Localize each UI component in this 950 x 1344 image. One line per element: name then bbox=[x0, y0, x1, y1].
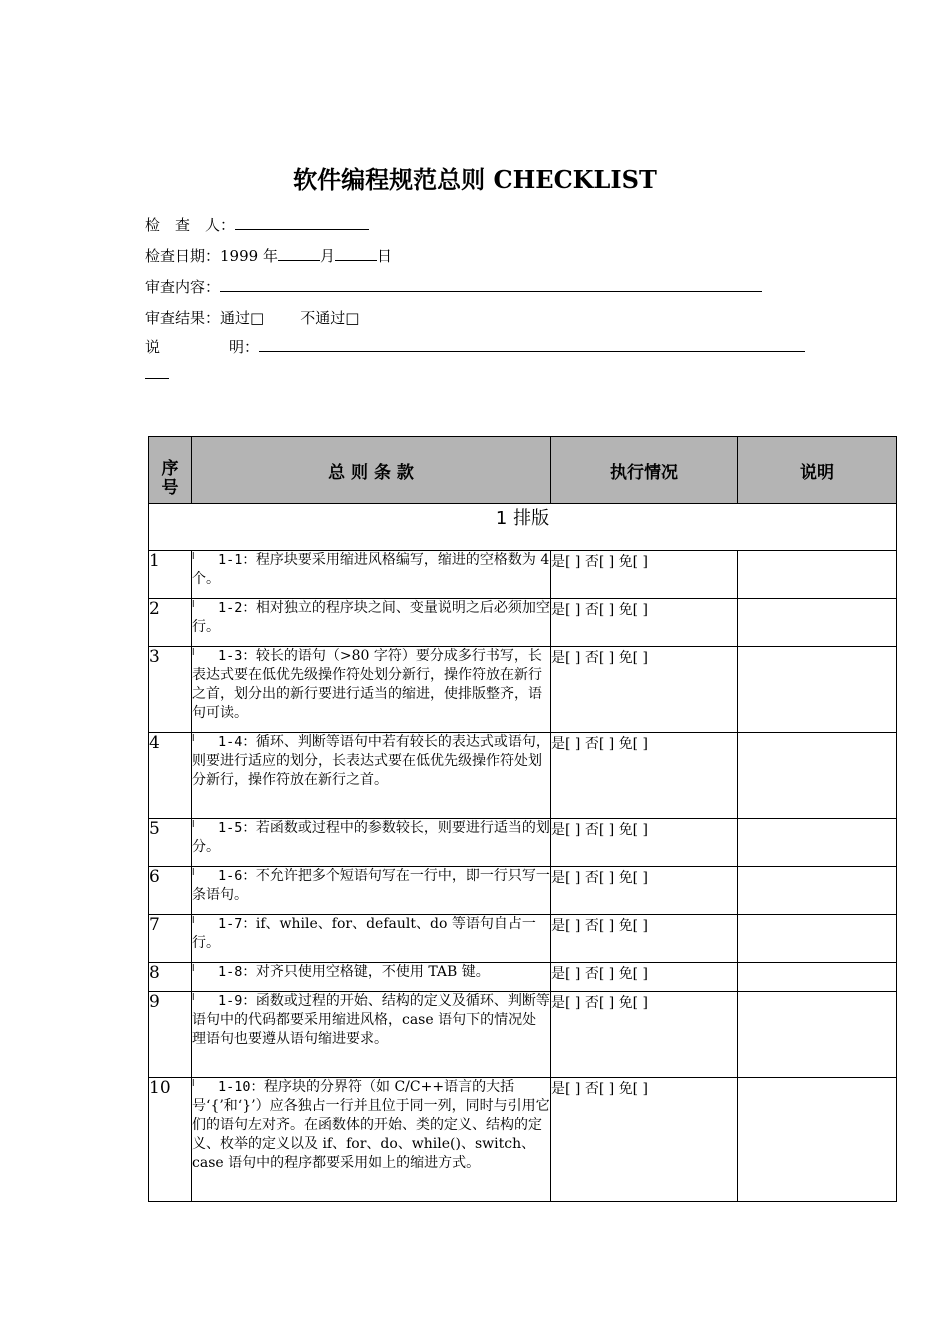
note-cell[interactable] bbox=[738, 992, 897, 1078]
table-row bbox=[149, 647, 897, 733]
rule-text: 函数或过程的开始、结构的定义及循环、判断等语句中的代码都要采用缩进风格，case 语句下的情况处理语句也要遵从语句缩进要求。 bbox=[192, 993, 550, 1047]
table-row bbox=[149, 915, 897, 963]
rule-id: 1-10： bbox=[218, 1079, 265, 1095]
execution-status[interactable]: 是[ ] 否[ ] 免[ ] bbox=[551, 1078, 738, 1202]
note-cell[interactable] bbox=[738, 551, 897, 599]
note-cell[interactable] bbox=[738, 819, 897, 867]
table-row bbox=[149, 867, 897, 915]
rule-text: 若函数或过程中的参数较长，则要进行适当的划分。 bbox=[192, 820, 550, 855]
note-blank[interactable] bbox=[259, 339, 805, 352]
inspector-label: 检 查 人： bbox=[145, 216, 236, 234]
table-row bbox=[149, 963, 897, 992]
rule-cell bbox=[192, 1078, 551, 1202]
rule-id: 1-7： bbox=[218, 916, 256, 932]
rule-cell bbox=[192, 819, 551, 867]
content-label: 审查内容： bbox=[145, 278, 221, 296]
rule-id: 1-1： bbox=[218, 552, 256, 568]
bullet-icon: l bbox=[192, 964, 195, 974]
date-month: 月 bbox=[319, 247, 335, 265]
result-label: 审查结果： bbox=[145, 309, 221, 327]
rule-text: 不允许把多个短语句写在一行中，即一行只写一条语句。 bbox=[192, 868, 550, 903]
table-row bbox=[149, 819, 897, 867]
header-note: 说明 bbox=[738, 437, 897, 504]
bullet-icon: l bbox=[192, 820, 195, 830]
row-number: 3 bbox=[149, 647, 192, 733]
rule-id: 1-3： bbox=[218, 648, 256, 664]
result-pass[interactable]: 通过□ bbox=[220, 309, 265, 327]
execution-status[interactable]: 是[ ] 否[ ] 免[ ] bbox=[551, 963, 738, 992]
execution-status[interactable]: 是[ ] 否[ ] 免[ ] bbox=[551, 819, 738, 867]
table-row bbox=[149, 599, 897, 647]
execution-status[interactable]: 是[ ] 否[ ] 免[ ] bbox=[551, 915, 738, 963]
date-day: 日 bbox=[376, 247, 392, 265]
row-number: 7 bbox=[149, 915, 192, 963]
note-cell[interactable] bbox=[738, 647, 897, 733]
section-title: 1 排版 bbox=[149, 504, 897, 551]
rule-text: 循环、判断等语句中若有较长的表达式或语句，则要进行适应的划分，长表达式要在低优先级操作符处划分新行，操作符放在新行之首。 bbox=[192, 734, 550, 788]
note-cell[interactable] bbox=[738, 1078, 897, 1202]
inspector-line bbox=[145, 214, 369, 235]
note-cell[interactable] bbox=[738, 867, 897, 915]
note-cell[interactable] bbox=[738, 733, 897, 819]
table-row bbox=[149, 551, 897, 599]
rule-cell bbox=[192, 551, 551, 599]
content-line bbox=[145, 276, 762, 297]
execution-status[interactable]: 是[ ] 否[ ] 免[ ] bbox=[551, 599, 738, 647]
rule-text: 程序块的分界符（如 C/C++语言的大括号‘{’和‘}’）应各独占一行并且位于同一列，同时与引用它们的语句左对齐。在函数体的开始、类的定义、结构的定义、枚举的定义以及 if、for、do、while()、switch、case 语句中的程序都要采用如上的缩进方式。 bbox=[192, 1079, 550, 1171]
rule-cell bbox=[192, 963, 551, 992]
rule-id: 1-5： bbox=[218, 820, 256, 836]
rule-id: 1-2： bbox=[218, 600, 256, 616]
rule-text: 相对独立的程序块之间、变量说明之后必须加空行。 bbox=[192, 600, 550, 635]
row-number: 5 bbox=[149, 819, 192, 867]
note-blank-continued bbox=[145, 378, 169, 379]
document-title: 软件编程规范总则 CHECKLIST bbox=[293, 165, 657, 194]
row-number: 8 bbox=[149, 963, 192, 992]
result-line bbox=[145, 307, 359, 328]
rule-cell bbox=[192, 992, 551, 1078]
bullet-icon: l bbox=[192, 916, 195, 926]
note-line bbox=[145, 336, 805, 357]
header-rule: 总 则 条 款 bbox=[192, 437, 551, 504]
note-label-1: 说 bbox=[145, 338, 161, 356]
inspector-blank[interactable] bbox=[235, 217, 369, 230]
header-seq: 序 号 bbox=[149, 437, 192, 504]
bullet-icon: l bbox=[192, 1079, 195, 1089]
row-number: 4 bbox=[149, 733, 192, 819]
rule-text: 对齐只使用空格键，不使用 TAB 键。 bbox=[255, 964, 490, 980]
rule-id: 1-8： bbox=[218, 964, 256, 980]
rule-cell bbox=[192, 733, 551, 819]
rule-cell bbox=[192, 599, 551, 647]
rule-id: 1-6： bbox=[218, 868, 256, 884]
execution-status[interactable]: 是[ ] 否[ ] 免[ ] bbox=[551, 551, 738, 599]
date-year: 1999 年 bbox=[220, 247, 278, 265]
table-header-row bbox=[149, 437, 897, 504]
rule-text: if、while、for、default、do 等语句自占一行。 bbox=[192, 916, 536, 951]
row-number: 1 bbox=[149, 551, 192, 599]
table-row bbox=[149, 992, 897, 1078]
note-label-2: 明： bbox=[229, 338, 260, 356]
rule-text: 较长的语句（>80 字符）要分成多行书写，长表达式要在低优先级操作符处划分新行，操作符放在新行之首，划分出的新行要进行适当的缩进，使排版整齐，语句可读。 bbox=[192, 648, 542, 721]
table-row bbox=[149, 1078, 897, 1202]
execution-status[interactable]: 是[ ] 否[ ] 免[ ] bbox=[551, 647, 738, 733]
date-line bbox=[145, 245, 392, 266]
row-number: 2 bbox=[149, 599, 192, 647]
note-cell[interactable] bbox=[738, 963, 897, 992]
rule-cell bbox=[192, 647, 551, 733]
execution-status[interactable]: 是[ ] 否[ ] 免[ ] bbox=[551, 867, 738, 915]
row-number: 10 bbox=[149, 1078, 192, 1202]
section-row bbox=[149, 504, 897, 551]
note-cell[interactable] bbox=[738, 915, 897, 963]
header-exec: 执行情况 bbox=[551, 437, 738, 504]
bullet-icon: l bbox=[192, 868, 195, 878]
day-blank[interactable] bbox=[335, 248, 377, 261]
checklist-table bbox=[148, 436, 897, 1202]
result-fail[interactable]: 不通过□ bbox=[300, 309, 360, 327]
bullet-icon: l bbox=[192, 734, 195, 744]
rule-cell bbox=[192, 867, 551, 915]
execution-status[interactable]: 是[ ] 否[ ] 免[ ] bbox=[551, 733, 738, 819]
bullet-icon: l bbox=[192, 993, 195, 1003]
month-blank[interactable] bbox=[278, 248, 320, 261]
row-number: 6 bbox=[149, 867, 192, 915]
row-number: 9 bbox=[149, 992, 192, 1078]
table-row bbox=[149, 733, 897, 819]
bullet-icon: l bbox=[192, 552, 195, 562]
rule-id: 1-9： bbox=[218, 993, 256, 1009]
note-cell[interactable] bbox=[738, 599, 897, 647]
rule-id: 1-4： bbox=[218, 734, 256, 750]
content-blank[interactable] bbox=[220, 279, 762, 292]
bullet-icon: l bbox=[192, 600, 195, 610]
bullet-icon: l bbox=[192, 648, 195, 658]
execution-status[interactable]: 是[ ] 否[ ] 免[ ] bbox=[551, 992, 738, 1078]
date-label: 检查日期： bbox=[145, 247, 221, 265]
rule-text: 程序块要采用缩进风格编写，缩进的空格数为 4 个。 bbox=[192, 552, 550, 587]
rule-cell bbox=[192, 915, 551, 963]
